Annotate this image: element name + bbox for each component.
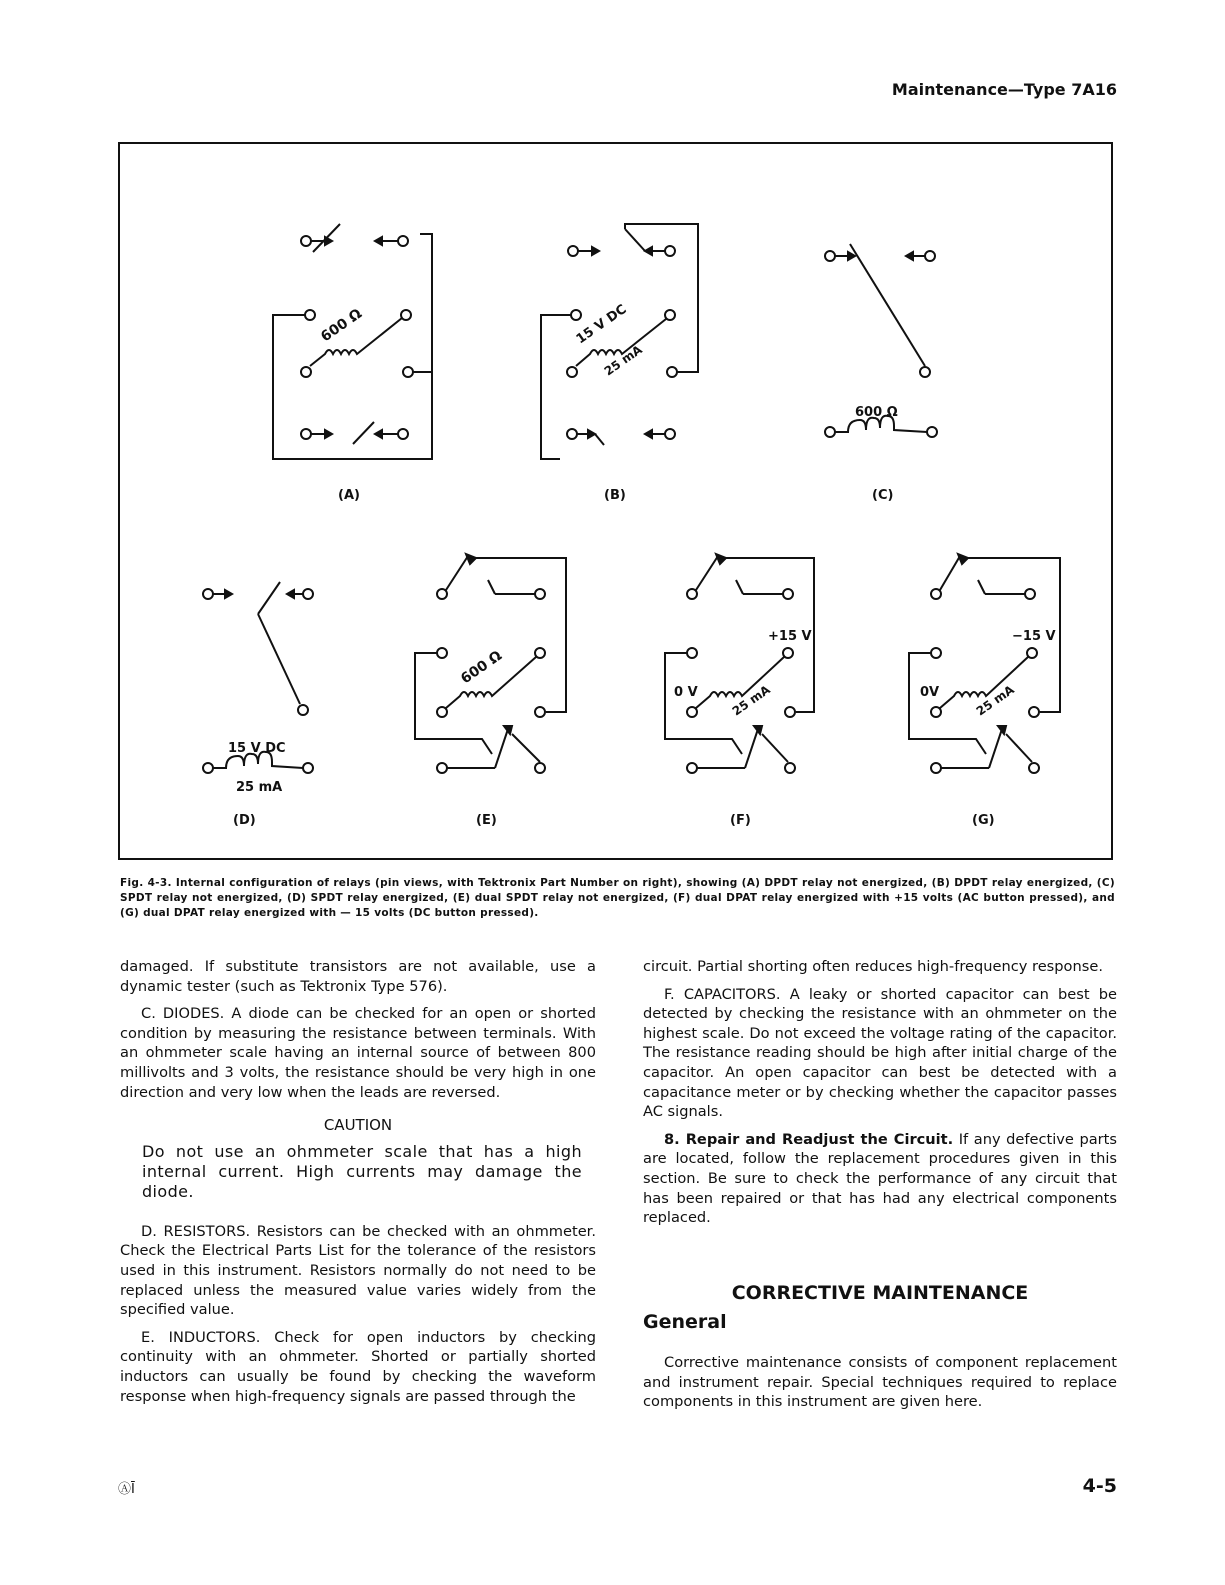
paragraph-general: Corrective maintenance consists of component replacement and instrument repair. Special techniques required to replace components in this instrument are given here. — [643, 1353, 1117, 1411]
svg-text:25 mA: 25 mA — [236, 780, 283, 795]
svg-text:+15 V: +15 V — [768, 629, 812, 644]
svg-text:(E): (E) — [476, 813, 497, 828]
paragraph: damaged. If substitute transistors are not available, use a dynamic tester (such as Tektronix Type 576). — [120, 958, 596, 995]
figure-caption: Fig. 4-3. Internal configuration of relays (pin views, with Tektronix Part Number on right), showing (A) DPDT relay not energized, (B) DPDT relay energized, (C) SPDT relay not energized, (D) SPDT relay energized, (E) dual SPDT relay not energized, (F) dual DPAT relay energized with +15 volts (AC button pressed), and (G) dual DPAT relay energized with — 15 volts (DC button pressed). — [120, 877, 1115, 919]
section-title: CORRECTIVE MAINTENANCE — [731, 1281, 1029, 1304]
relay-figure — [118, 142, 1113, 860]
svg-text:0V: 0V — [920, 685, 940, 700]
paragraph-inductors: E. INDUCTORS. Check for open inductors by checking continuity with an ohmmeter. Shorted or partially shorted inductors can usually be found by checking the waveform response when high-frequency signals are passed through the — [120, 1328, 596, 1405]
svg-text:600 Ω: 600 Ω — [318, 305, 365, 346]
paragraph-resistors: D. RESISTORS. Resistors can be checked with an ohmmeter. Check the Electrical Parts List for the tolerance of the resistors used in this instrument. Resistors normally do not need to be replaced unless the measured value varies widely from the specified value. — [120, 1222, 596, 1319]
relay-g — [909, 554, 1060, 828]
svg-text:(F): (F) — [730, 813, 751, 828]
footer-mark: ⒶĪ — [118, 1482, 135, 1497]
page-number: 4-5 — [1082, 1475, 1117, 1497]
right-column — [643, 957, 1117, 1420]
svg-text:600 Ω: 600 Ω — [855, 405, 898, 420]
svg-text:15 V DC: 15 V DC — [228, 741, 286, 756]
svg-text:25 mA: 25 mA — [729, 682, 773, 719]
repair-text: If any defective parts are located, follow the replacement procedures given in this section. Be sure to check the performance of any circuit that has been repaired or that has had any electrical components replaced. — [643, 1130, 1117, 1227]
relay-f — [665, 554, 814, 828]
subsection-heading: General — [643, 1311, 727, 1334]
relay-e — [415, 554, 566, 828]
paragraph-repair — [643, 1130, 1117, 1228]
relay-a — [273, 224, 432, 503]
caution-heading: CAUTION — [323, 1116, 393, 1135]
page-header: Maintenance—Type 7A16 — [891, 80, 1117, 99]
svg-text:(B): (B) — [604, 488, 626, 503]
relay-c — [825, 244, 937, 503]
svg-text:(C): (C) — [872, 488, 894, 503]
left-column — [120, 957, 596, 1414]
svg-text:25 mA: 25 mA — [973, 682, 1017, 719]
svg-text:(G): (G) — [972, 813, 995, 828]
caution-body: Do not use an ohmmeter scale that has a high internal current. High currents may damage the diode. — [142, 1141, 582, 1201]
relay-diagrams — [120, 144, 1115, 862]
paragraph: circuit. Partial shorting often reduces high-frequency response. — [643, 958, 1103, 975]
svg-text:0 V: 0 V — [674, 685, 698, 700]
svg-text:(D): (D) — [233, 813, 256, 828]
paragraph-capacitors: F. CAPACITORS. A leaky or shorted capacitor can best be detected by checking the resistance with an ohmmeter on the highest scale. Do not exceed the voltage rating of the capacitor. The resistance reading should be high after initial charge of the capacitor. An open capacitor can best be detected with a capacitance meter or by checking whether the capacitor passes AC signals. — [643, 985, 1117, 1121]
svg-text:15 V DC: 15 V DC — [573, 301, 630, 348]
repair-heading: 8. Repair and Readjust the Circuit. — [664, 1130, 954, 1148]
relay-d — [203, 582, 313, 828]
svg-text:600 Ω: 600 Ω — [458, 647, 505, 688]
paragraph-diodes: C. DIODES. A diode can be checked for an open or shorted condition by measuring the resistance between terminals. With an ohmmeter scale having an internal source of between 800 millivolts and 3 volts, the resistance should be very high in one direction and very low when the leads are reversed. — [120, 1005, 596, 1101]
svg-text:−15 V: −15 V — [1012, 629, 1056, 644]
svg-text:25 mA: 25 mA — [601, 342, 645, 379]
relay-b — [541, 224, 698, 503]
svg-text:(A): (A) — [338, 488, 360, 503]
